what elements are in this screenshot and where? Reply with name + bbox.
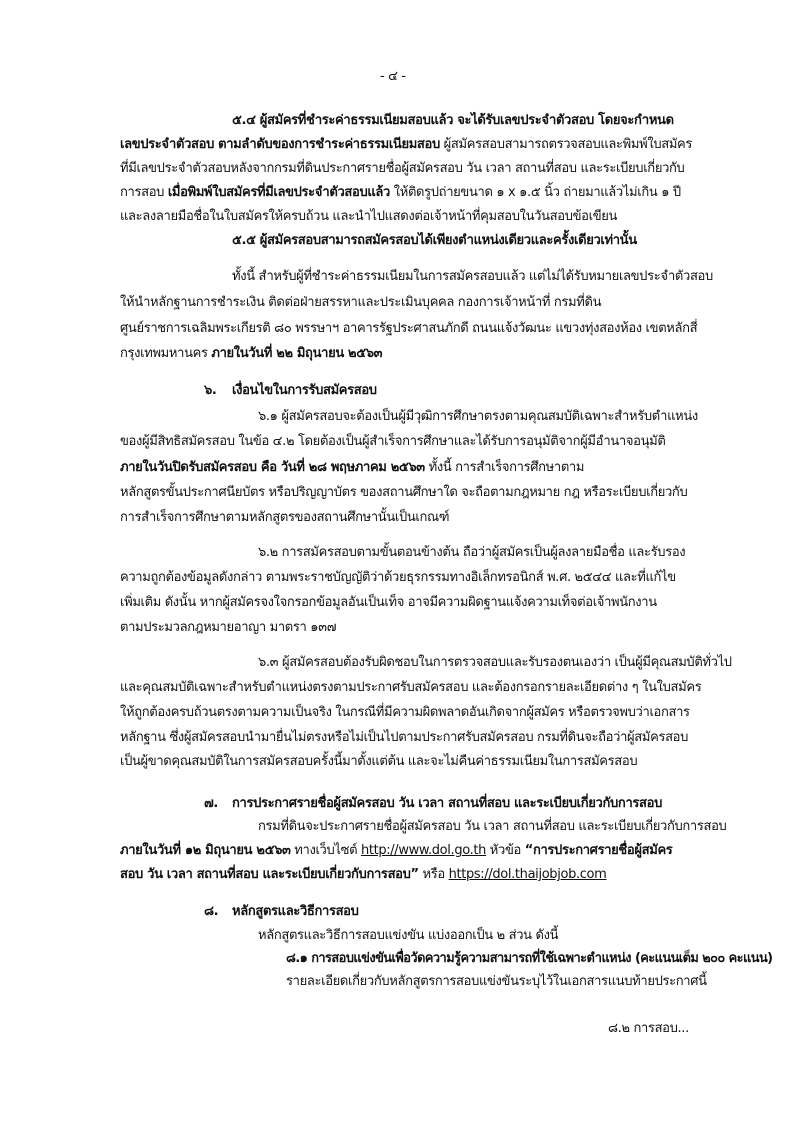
s5-4-bold-text: เลขประจำตัวสอบ ตามลำดับของการชำระค่าธรรมเนียมสอบ [120,137,440,152]
s8-1-heading: ๘.๑ การสอบแข่งขันเพื่อวัดความรู้ความสามารถที่ใช้เฉพาะตำแหน่ง (คะแนนเต็ม ๒๐๐ คะแนน) [286,951,773,966]
s7-topic-title: “การประกาศรายชื่อผู้สมัคร [524,843,673,858]
s6-heading-number: ๖. [204,383,217,398]
s7-line-1: กรมที่ดินจะประกาศรายชื่อผู้สมัครสอบ วัน เวลา สถานที่สอบ และระเบียบเกี่ยวกับการสอบ [258,819,727,834]
s5-4-bold-text: เมื่อพิมพ์ใบสมัครที่มีเลขประจำตัวสอบแล้ว [167,185,390,200]
s5-4-text: การสอบ [120,185,168,200]
s6-2-line-3: เพิ่มเติม ดังนั้น หากผู้สมัครจงใจกรอกข้อมูลอันเป็นเท็จ อาจมีความผิดฐานแจ้งความเท็จต่อเจ้าพนักงาน [120,595,657,610]
s8-heading: หลักสูตรและวิธีการสอบ [232,904,359,919]
s6-1-line-5: การสำเร็จการศึกษาตามหลักสูตรของสถานศึกษานั้นเป็นเกณฑ์ [120,510,450,525]
s5-5-line-5 [120,343,382,365]
s5-4-line-2 [120,134,692,156]
s6-3-line-2: และคุณสมบัติเฉพาะสำหรับตำแหน่งตรงตามประกาศรับสมัครสอบ และต้องกรอกรายละเอียดต่าง ๆ ในใบสมัคร [120,680,702,695]
s7-deadline: ภายในวันที่ ๑๒ มิถุนายน ๒๕๖๓ [120,843,291,858]
continuation-note: ๘.๒ การสอบ... [608,1021,689,1036]
s6-1-deadline: ภายในวันปิดรับสมัครสอบ คือ วันที่ ๒๘ พฤษภาคม ๒๕๖๓ [120,460,425,475]
s7-line-2 [120,840,672,862]
s8-heading-number: ๘. [204,904,219,919]
s5-5-line-3: ให้นำหลักฐานการชำระเงิน ติดต่อฝ่ายสรรหาและประเมินบุคคล กองการเจ้าหน้าที่ กรมที่ดิน [120,295,602,310]
page-number: - ๔ - [380,69,406,84]
s6-1-text: ทั้งนี้ การสำเร็จการศึกษาตาม [424,460,585,475]
s5-4-line-4 [120,182,681,204]
s5-5-line-2: ทั้งนี้ สำหรับผู้ที่ชำระค่าธรรมเนียมในการสมัครสอบแล้ว แต่ไม่ได้รับหมายเลขประจำตัวสอบ [232,269,713,284]
s6-heading: เงื่อนไขในการรับสมัครสอบ [232,383,377,398]
s6-3-line-3: ให้ถูกต้องครบถ้วนตรงตามความเป็นจริง ในกรณีที่มีความผิดพลาดอันเกิดจากผู้สมัคร หรือตรวจพบว่าเอกสาร [120,705,690,720]
s7-text: หรือ [418,867,449,882]
s5-4-line-3: ที่มีเลขประจำตัวสอบหลังจากกรมที่ดินประกาศรายชื่อผู้สมัครสอบ วัน เวลา สถานที่สอบ และระเบียบเกี่ยวกับ [120,161,685,176]
s5-4-line-1: ๕.๔ ผู้สมัครที่ชำระค่าธรรมเนียมสอบแล้ว จะได้รับเลขประจำตัวสอบ โดยจะกำหนด [232,113,674,128]
s6-2-line-4: ตามประมวลกฎหมายอาญา มาตรา ๑๓๗ [120,620,337,635]
thaijobjob-link[interactable]: https://dol.thaijobjob.com [448,867,607,882]
s5-5-deadline: ภายในวันที่ ๒๒ มิถุนายน ๒๕๖๓ [211,346,383,361]
s7-text: หัวข้อ [486,843,525,858]
s5-4-text: ให้ติดรูปถ่ายขนาด ๑ x ๑.๕ นิ้ว ถ่ายมาแล้วไม่เกิน ๑ ปี [389,185,681,200]
s8-1-description: รายละเอียดเกี่ยวกับหลักสูตรการสอบแข่งขันระบุไว้ในเอกสารแนบท้ายประกาศนี้ [286,974,707,989]
s7-topic-title: สอบ วัน เวลา สถานที่สอบ และระเบียบเกี่ยวกับการสอบ” [120,867,419,882]
s5-4-text: ผู้สมัครสอบสามารถตรวจสอบและพิมพ์ใบสมัคร [439,137,693,152]
s5-4-line-5: และลงลายมือชื่อในใบสมัครให้ครบถ้วน และนำไปแสดงต่อเจ้าหน้าที่คุมสอบในวันสอบข้อเขียน [120,209,618,224]
dol-website-link[interactable]: http://www.dol.go.th [360,843,487,858]
s6-1-line-2: ของผู้มีสิทธิสมัครสอบ ในข้อ ๔.๒ โดยต้องเป็นผู้สำเร็จการศึกษาและได้รับการอนุมัติจากผู้มีอำนาจอนุมัติ [120,434,666,449]
s5-5-text: กรุงเทพมหานคร [120,346,212,361]
s6-2-line-1: ๖.๒ การสมัครสอบตามขั้นตอนข้างต้น ถือว่าผู้สมัครเป็นผู้ลงลายมือชื่อ และรับรอง [258,545,686,560]
s6-2-line-2: ความถูกต้องข้อมูลดังกล่าว ตามพระราชบัญญัติว่าด้วยธุรกรรมทางอิเล็กทรอนิกส์ พ.ศ. ๒๕๔๔ และที่แก้ไข [120,570,676,585]
s5-5-line-4: ศูนย์ราชการเฉลิมพระเกียรติ ๘๐ พรรษาฯ อาคารรัฐประศาสนภักดี ถนนแจ้งวัฒนะ แขวงทุ่งสองห้อง เขตหลักสี่ [120,321,698,336]
s7-line-3 [120,864,606,886]
s6-1-line-4: หลักสูตรขั้นประกาศนียบัตร หรือปริญญาบัตร ของสถานศึกษาใด จะถือตามกฎหมาย กฎ หรือระเบียบเกี่ยวกับ [120,485,688,500]
s5-5-line-1: ๕.๕ ผู้สมัครสอบสามารถสมัครสอบได้เพียงตำแหน่งเดียวและครั้งเดียวเท่านั้น [232,233,637,248]
s7-heading-number: ๗. [204,796,219,811]
s6-1-line-3 [120,457,584,479]
s7-heading: การประกาศรายชื่อผู้สมัครสอบ วัน เวลา สถานที่สอบ และระเบียบเกี่ยวกับการสอบ [232,796,662,811]
s6-3-line-5: เป็นผู้ขาดคุณสมบัติในการสมัครสอบครั้งนี้มาตั้งแต่ต้น และจะไม่คืนค่าธรรมเนียมในการสมัครสอบ [120,754,638,769]
s8-line-1: หลักสูตรและวิธีการสอบแข่งขัน แบ่งออกเป็น ๒ ส่วน ดังนี้ [258,928,559,943]
s7-text: ทางเว็บไซต์ [290,843,361,858]
s6-1-line-1: ๖.๑ ผู้สมัครสอบจะต้องเป็นผู้มีวุฒิการศึกษาตรงตามคุณสมบัติเฉพาะสำหรับตำแหน่ง [258,409,698,424]
s6-3-line-1: ๖.๓ ผู้สมัครสอบต้องรับผิดชอบในการตรวจสอบและรับรองตนเองว่า เป็นผู้มีคุณสมบัติทั่วไป [258,655,732,670]
s6-3-line-4: หลักฐาน ซึ่งผู้สมัครสอบนำมายื่นไม่ตรงหรือไม่เป็นไปตามประกาศรับสมัครสอบ กรมที่ดินจะถือว่าผู้สมัครสอบ [120,730,689,745]
